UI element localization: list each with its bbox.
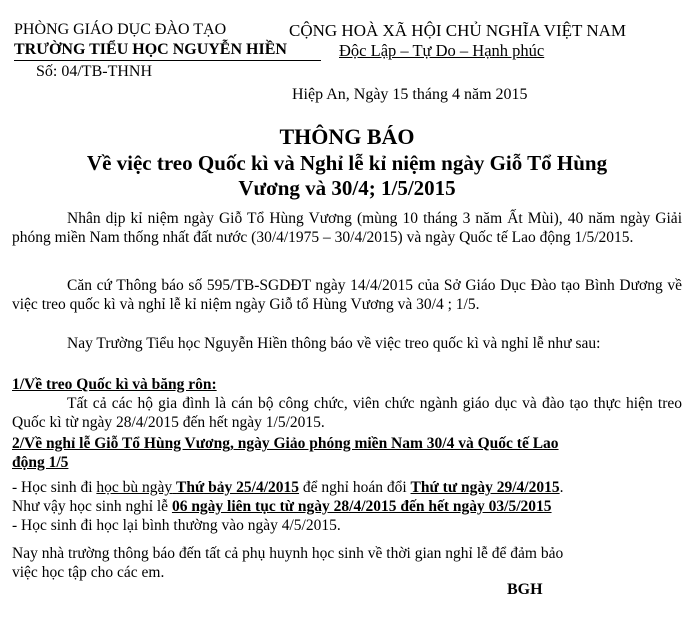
country-name: CỘNG HOÀ XÃ HỘI CHỦ NGHĨA VIỆT NAM xyxy=(289,21,627,40)
closing-line-1: Nay nhà trường thông báo đến tất cả phụ huynh học sinh về thời gian nghỉ lễ để đảm bảo xyxy=(12,545,564,562)
bullet-makeup-day xyxy=(12,478,564,497)
bullet-makeup-end: . xyxy=(559,479,564,496)
bullet-return-day: - Học sinh đi học lại bình thường vào ngày 4/5/2015. xyxy=(12,517,341,534)
section-1-text: Tất cả các hộ gia đình là cán bộ công chức, viên chức ngành giáo dục và đào tạo thực hiện treo Quốc kì từ ngày 28/4/2015 đến hết ngày 1/5/2015. xyxy=(12,395,682,431)
department-name: PHÒNG GIÁO DỤC ĐÀO TẠO xyxy=(14,21,227,38)
school-name: TRƯỜNG TIỂU HỌC NGUYỄN HIỀN xyxy=(14,41,287,58)
bullet-makeup-underlined: học bù ngày xyxy=(96,479,173,496)
section-1-heading: 1/Về treo Quốc kì và băng rôn: xyxy=(12,376,217,393)
bullet-makeup-middle: để nghỉ hoán đổi xyxy=(299,479,411,496)
document-number: Số: 04/TB-THNH xyxy=(36,63,152,80)
bullet-makeup-prefix: - Học sinh đi xyxy=(12,479,97,496)
bullet-makeup-date: Thứ bảy 25/4/2015 xyxy=(176,479,300,496)
school-underline xyxy=(14,60,321,61)
date-line: Hiệp An, Ngày 15 tháng 4 năm 2015 xyxy=(292,86,528,103)
paragraph-announcement: Nay Trường Tiểu học Nguyễn Hiền thông báo về việc treo quốc kì và nghỉ lễ như sau: xyxy=(67,335,601,352)
signature-bgh: BGH xyxy=(507,581,543,598)
notice-subtitle-line-1: Về việc treo Quốc kì và Nghỉ lễ kỉ niệm ngày Giỗ Tổ Hùng xyxy=(86,151,608,175)
notice-subtitle-line-2: Vương và 30/4; 1/5/2015 xyxy=(238,176,456,200)
closing-line-2: việc học tập cho các em. xyxy=(12,564,165,581)
holiday-summary xyxy=(12,497,552,516)
holiday-summary-prefix: Như vậy học sinh nghỉ lễ xyxy=(12,498,172,515)
bullet-swap-date: Thứ tư ngày 29/4/2015 xyxy=(410,479,560,496)
national-motto: Độc Lập – Tự Do – Hạnh phúc xyxy=(339,41,545,60)
paragraph-basis: Căn cứ Thông báo số 595/TB-SGDĐT ngày 14/4/2015 của Sở Giáo Dục Đào tạo Bình Dương về việc treo quốc kì và nghỉ lễ kỉ niệm ngày Giỗ tổ Hùng Vương và 30/4 ; 1/5. xyxy=(12,277,682,313)
holiday-summary-period: 06 ngày liên tục từ ngày 28/4/2015 đến hết ngày 03/5/2015 xyxy=(171,498,552,515)
notice-title: THÔNG BÁO xyxy=(279,124,415,149)
section-2-heading-line-2: động 1/5 xyxy=(12,454,69,471)
section-2-heading-line-1: 2/Về nghỉ lễ Giỗ Tổ Hùng Vương, ngày Giảo phóng miền Nam 30/4 và Quốc tế Lao xyxy=(12,435,559,452)
paragraph-occasion: Nhân dịp kỉ niệm ngày Giỗ Tổ Hùng Vương (mùng 10 tháng 3 năm Ất Mùi), 40 năm ngày Giải phóng miền Nam thống nhất đất nước (30/4/1975 – 30/4/2015) và ngày Quốc tế Lao động 1/5/2015. xyxy=(12,210,682,246)
